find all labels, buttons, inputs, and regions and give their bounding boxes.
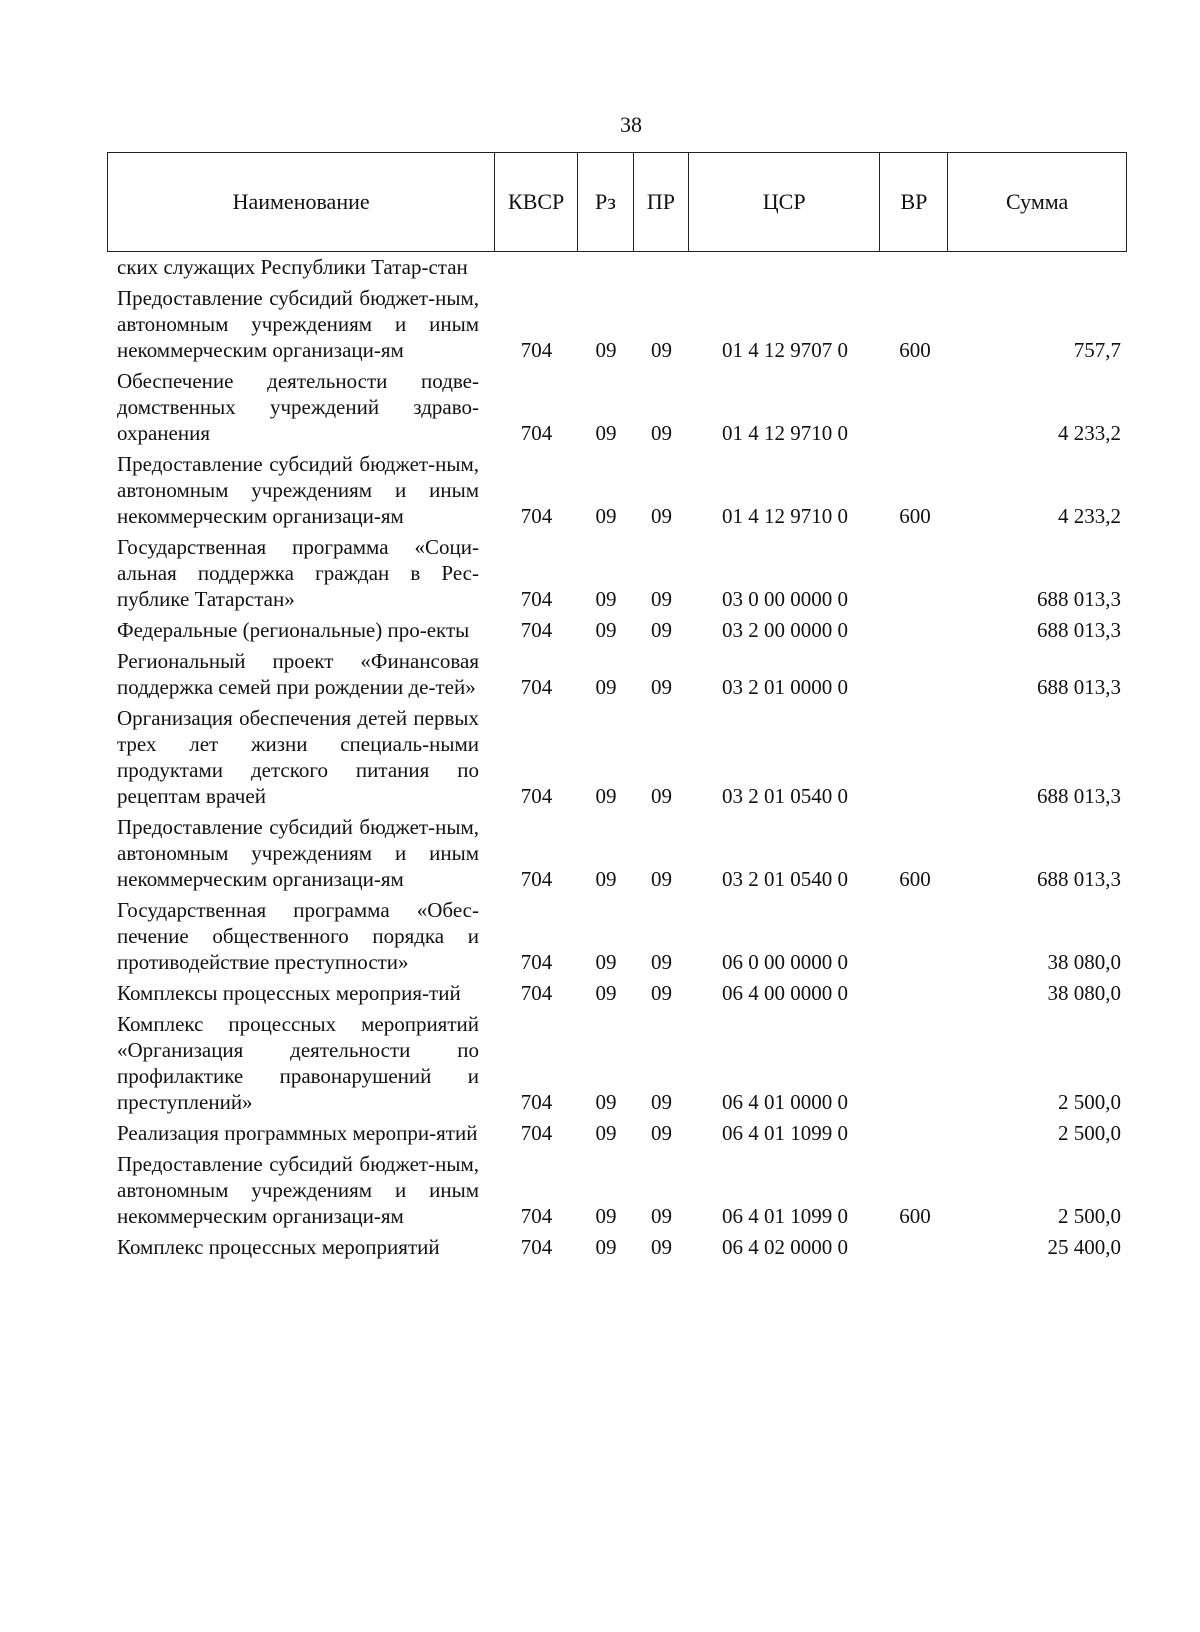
table-row (107, 1151, 1127, 1229)
cell-csr: 06 4 01 1099 0 (722, 1204, 848, 1228)
cell-sum: 757,7 (1073, 338, 1121, 362)
cell-pr: 09 (651, 1204, 672, 1228)
table-row (107, 1120, 1127, 1146)
table-row (107, 980, 1127, 1006)
table-row (107, 534, 1127, 612)
column-header-pr: ПР (634, 153, 689, 251)
cell-csr: 01 4 12 9707 0 (722, 338, 848, 362)
column-header-kvsr: КВСР (495, 153, 578, 251)
cell-sum: 2 500,0 (1058, 1121, 1121, 1145)
cell-pr: 09 (651, 1090, 672, 1114)
cell-name: Организация обеспечения детей первых трех лет жизни специаль-ными продуктами детского питания по рецептам врачей (117, 706, 479, 808)
cell-pr: 09 (651, 675, 672, 699)
cell-name: Обеспечение деятельности подве-домственных учреждений здраво-охранения (117, 369, 479, 445)
cell-csr: 03 2 01 0540 0 (722, 784, 848, 808)
table-row (107, 451, 1127, 529)
cell-sum: 38 080,0 (1047, 950, 1121, 974)
column-header-vr: ВР (880, 153, 948, 251)
cell-sum: 688 013,3 (1037, 587, 1121, 611)
table-body (107, 254, 1127, 1265)
table-header (107, 152, 1127, 252)
cell-rz: 09 (595, 1235, 617, 1259)
cell-kvsr: 704 (520, 1204, 553, 1228)
page-number: 38 (620, 112, 642, 137)
table-row (107, 368, 1127, 446)
cell-kvsr: 704 (520, 1235, 553, 1259)
cell-rz: 09 (595, 1121, 617, 1145)
cell-pr: 09 (651, 981, 672, 1005)
cell-name: ских служащих Республики Татар-стан (117, 255, 468, 279)
cell-kvsr: 704 (520, 784, 553, 808)
cell-vr: 600 (899, 1204, 931, 1228)
cell-sum: 25 400,0 (1047, 1235, 1121, 1259)
cell-name: Предоставление субсидий бюджет-ным, автономным учреждениям и иным некоммерческим организаци-ям (117, 1152, 479, 1228)
cell-sum: 38 080,0 (1047, 981, 1121, 1005)
cell-sum: 4 233,2 (1058, 421, 1121, 445)
cell-pr: 09 (651, 867, 672, 891)
cell-kvsr: 704 (520, 675, 553, 699)
cell-rz: 09 (595, 1204, 617, 1228)
cell-sum: 688 013,3 (1037, 675, 1121, 699)
cell-rz: 09 (595, 950, 617, 974)
cell-name: Комплекс процессных мероприятий «Организация деятельности по профилактике правонарушений и преступлений» (117, 1012, 479, 1114)
cell-pr: 09 (651, 950, 672, 974)
cell-name: Государственная программа «Обес-печение общественного порядка и противодействие преступности» (117, 898, 479, 974)
cell-sum: 688 013,3 (1037, 784, 1121, 808)
cell-pr: 09 (651, 338, 672, 362)
cell-vr: 600 (899, 504, 931, 528)
cell-pr: 09 (651, 618, 672, 642)
cell-kvsr: 704 (520, 338, 553, 362)
cell-kvsr: 704 (520, 867, 553, 891)
cell-name: Государственная программа «Соци-альная поддержка граждан в Рес-публике Татарстан» (117, 535, 479, 611)
cell-pr: 09 (651, 421, 672, 445)
table-row (107, 1234, 1127, 1260)
cell-rz: 09 (595, 338, 617, 362)
cell-kvsr: 704 (520, 421, 553, 445)
cell-csr: 06 4 01 0000 0 (722, 1090, 848, 1114)
cell-kvsr: 704 (520, 1090, 553, 1114)
column-header-csr: ЦСР (689, 153, 881, 251)
cell-csr: 01 4 12 9710 0 (722, 421, 848, 445)
table-row (107, 617, 1127, 643)
cell-vr: 600 (899, 867, 931, 891)
cell-rz: 09 (595, 421, 617, 445)
cell-rz: 09 (595, 618, 617, 642)
cell-csr: 03 2 00 0000 0 (722, 618, 848, 642)
cell-csr: 03 2 01 0540 0 (722, 867, 848, 891)
cell-kvsr: 704 (520, 587, 553, 611)
column-header-sum: Сумма (1006, 189, 1069, 214)
cell-pr: 09 (651, 504, 672, 528)
cell-name: Региональный проект «Финансовая поддержка семей при рождении де-тей» (117, 649, 479, 699)
cell-pr: 09 (651, 587, 672, 611)
cell-rz: 09 (595, 867, 617, 891)
cell-sum: 2 500,0 (1058, 1090, 1121, 1114)
cell-name: Комплекс процессных мероприятий (117, 1235, 440, 1259)
cell-csr: 06 4 02 0000 0 (722, 1235, 848, 1259)
cell-kvsr: 704 (520, 504, 553, 528)
cell-rz: 09 (595, 981, 617, 1005)
cell-rz: 09 (595, 587, 617, 611)
cell-name: Реализация программных меропри-ятий (117, 1121, 478, 1145)
table-row (107, 897, 1127, 975)
cell-rz: 09 (595, 784, 617, 808)
cell-sum: 4 233,2 (1058, 504, 1121, 528)
cell-kvsr: 704 (520, 981, 553, 1005)
cell-csr: 03 2 01 0000 0 (722, 675, 848, 699)
cell-sum: 2 500,0 (1058, 1204, 1121, 1228)
cell-pr: 09 (651, 1235, 672, 1259)
cell-rz: 09 (595, 675, 617, 699)
table-row (107, 254, 1127, 280)
cell-csr: 06 4 00 0000 0 (722, 981, 848, 1005)
cell-sum: 688 013,3 (1037, 867, 1121, 891)
cell-name: Предоставление субсидий бюджет-ным, автономным учреждениям и иным некоммерческим организаци-ям (117, 452, 479, 528)
cell-rz: 09 (595, 1090, 617, 1114)
table-row (107, 705, 1127, 809)
cell-csr: 06 0 00 0000 0 (722, 950, 848, 974)
cell-rz: 09 (595, 504, 617, 528)
cell-csr: 03 0 00 0000 0 (722, 587, 848, 611)
table-row (107, 1011, 1127, 1115)
table-row (107, 648, 1127, 700)
cell-csr: 06 4 01 1099 0 (722, 1121, 848, 1145)
cell-kvsr: 704 (520, 1121, 553, 1145)
cell-pr: 09 (651, 1121, 672, 1145)
cell-name: Федеральные (региональные) про-екты (117, 618, 470, 642)
cell-csr: 01 4 12 9710 0 (722, 504, 848, 528)
cell-name: Предоставление субсидий бюджет-ным, автономным учреждениям и иным некоммерческим организаци-ям (117, 286, 479, 362)
column-header-rz: Рз (578, 153, 634, 251)
table-row (107, 814, 1127, 892)
table-row (107, 285, 1127, 363)
cell-vr: 600 (899, 338, 931, 362)
cell-kvsr: 704 (520, 950, 553, 974)
cell-pr: 09 (651, 784, 672, 808)
cell-sum: 688 013,3 (1037, 618, 1121, 642)
cell-kvsr: 704 (520, 618, 553, 642)
cell-name: Предоставление субсидий бюджет-ным, автономным учреждениям и иным некоммерческим организаци-ям (117, 815, 479, 891)
column-header-name: Наименование (108, 153, 495, 251)
cell-name: Комплексы процессных мероприя-тий (117, 981, 461, 1005)
